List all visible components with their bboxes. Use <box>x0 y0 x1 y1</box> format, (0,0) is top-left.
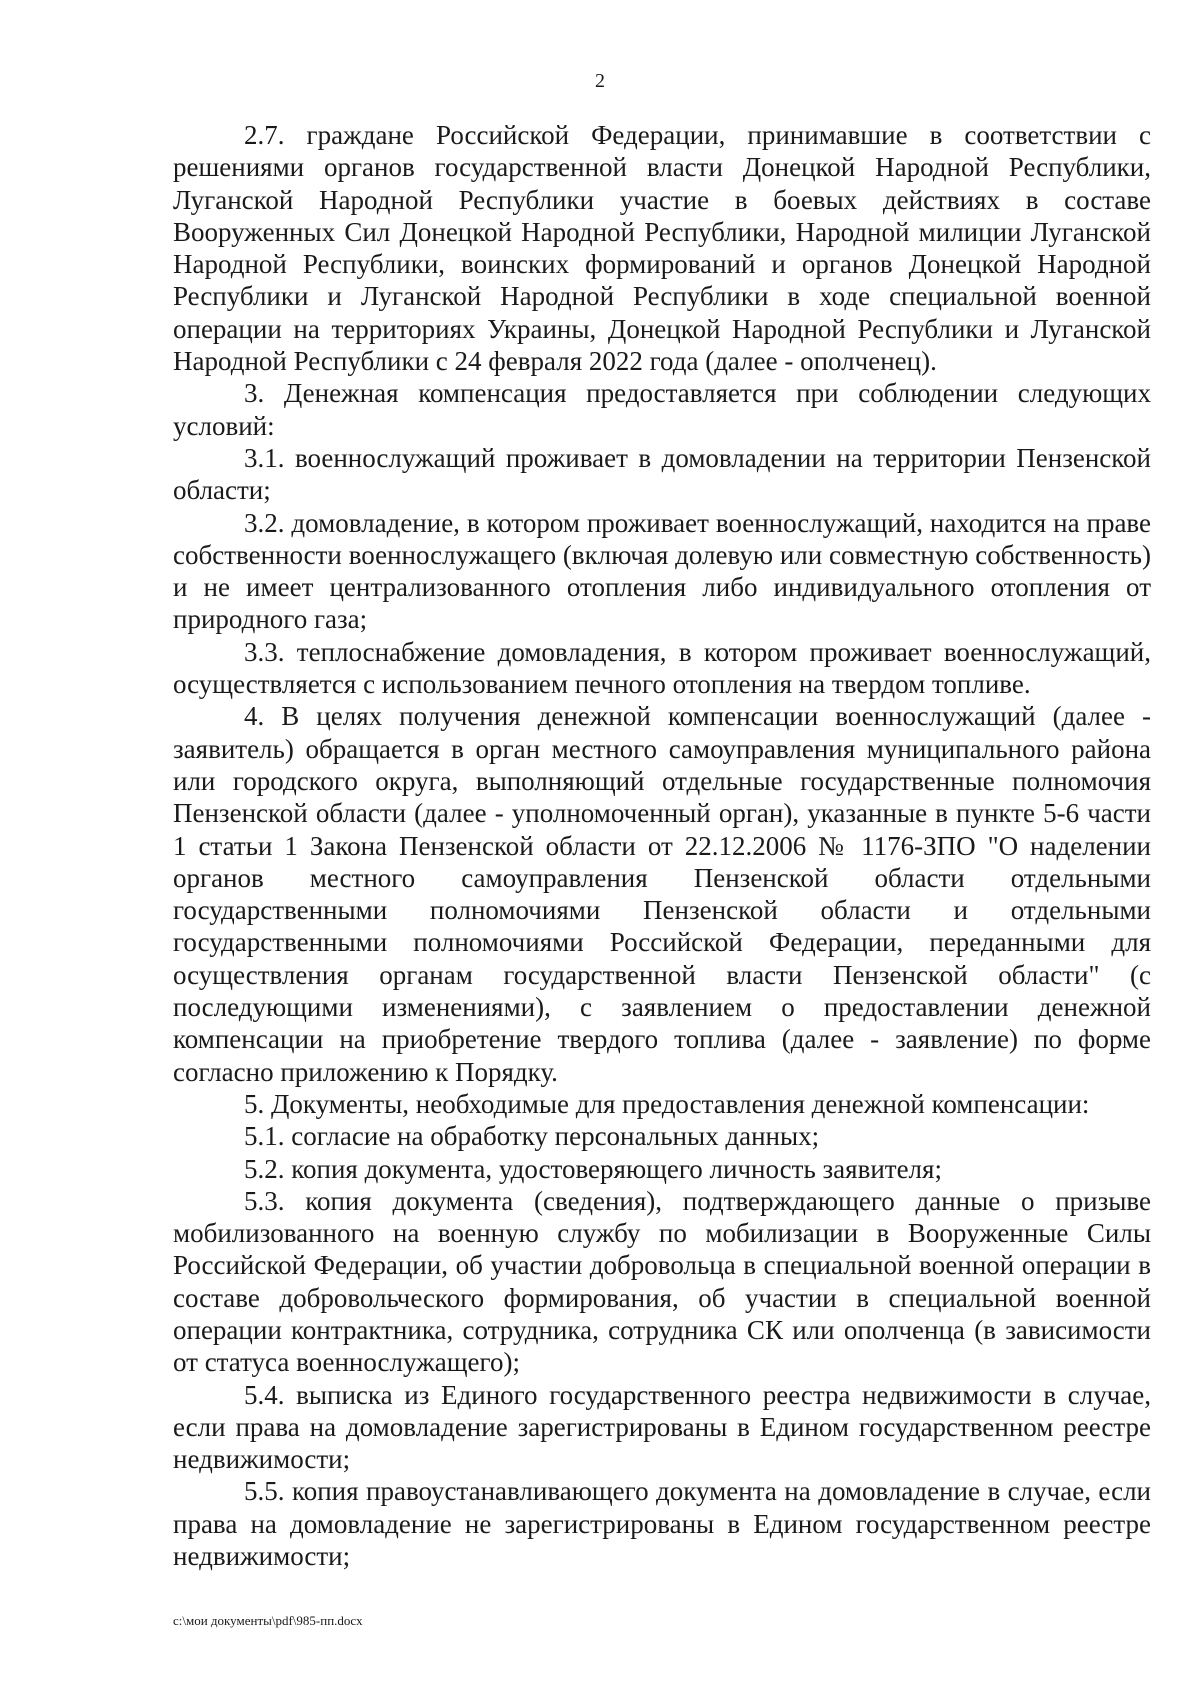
file-path-footer: c:\мои документы\pdf\985-пп.docx <box>173 1613 363 1628</box>
page-number: 2 <box>595 70 605 92</box>
paragraph-2-7: 2.7. граждане Российской Федерации, принимавшие в соответствии с решениями органов государственной власти Донецкой Народной Республики, Луганской Народной Республики участие в боевых действиях в составе Вооруженных Сил Донецкой Народной Республики, Народной милиции Луганской Народной Республики, воинских формирований и органов Донецкой Народной Республики и Луганской Народной Республики в ходе специальной военной операции на территориях Украины, Донецкой Народной Республики и Луганской Народной Республики с 24 февраля 2022 года (далее - ополченец). <box>173 120 1151 377</box>
paragraph-5-1: 5.1. согласие на обработку персональных данных; <box>244 1121 820 1152</box>
document-body <box>173 119 1151 1572</box>
paragraph-3-3: 3.3. теплоснабжение домовладения, в котором проживает военнослужащий, осуществляется с использованием печного отопления на твердом топливе. <box>173 636 1151 700</box>
paragraph-5-2: 5.2. копия документа, удостоверяющего личность заявителя; <box>244 1153 942 1184</box>
paragraph-5: 5. Документы, необходимые для предоставления денежной компенсации: <box>244 1088 1090 1119</box>
paragraph-5-3: 5.3. копия документа (сведения), подтверждающего данные о призыве мобилизованного на военную службу по мобилизации в Вооруженные Силы Российской Федерации, об участии добровольца в специальной военной операции в составе добровольческого формирования, об участии в специальной военной операции контрактника, сотрудника, сотрудника СК или ополченца (в зависимости от статуса военнослужащего); <box>173 1185 1151 1378</box>
paragraph-3-2: 3.2. домовладение, в котором проживает военнослужащий, находится на праве собственности военнослужащего (включая долевую или совместную собственность) и не имеет централизованного отопления либо индивидуального отопления от природного газа; <box>173 507 1151 635</box>
paragraph-3-1: 3.1. военнослужащий проживает в домовладении на территории Пензенской области; <box>173 442 1151 506</box>
paragraph-4: 4. В целях получения денежной компенсации военнослужащий (далее - заявитель) обращается в орган местного самоуправления муниципального района или городского округа, выполняющий отдельные государственные полномочия Пензенской области (далее - уполномоченный орган), указанные в пункте 5-6 части 1 статьи 1 Закона Пензенской области от 22.12.2006 № 1176-ЗПО "О наделении органов местного самоуправления Пензенской области отдельными государственными полномочиями Пензенской области и отдельными государственными полномочиями Российской Федерации, переданными для осуществления органам государственной власти Пензенской области" (с последующими изменениями), с заявлением о предоставлении денежной компенсации на приобретение твердого топлива (далее - заявление) по форме согласно приложению к Порядку. <box>173 701 1151 1087</box>
paragraph-5-4: 5.4. выписка из Единого государственного реестра недвижимости в случае, если права на домовладение зарегистрированы в Едином государственном реестре недвижимости; <box>173 1379 1151 1475</box>
paragraph-3: 3. Денежная компенсация предоставляется при соблюдении следующих условий: <box>173 378 1151 441</box>
paragraph-5-5: 5.5. копия правоустанавливающего документа на домовладение в случае, если права на домовладение не зарегистрированы в Едином государственном реестре недвижимости; <box>173 1476 1151 1572</box>
